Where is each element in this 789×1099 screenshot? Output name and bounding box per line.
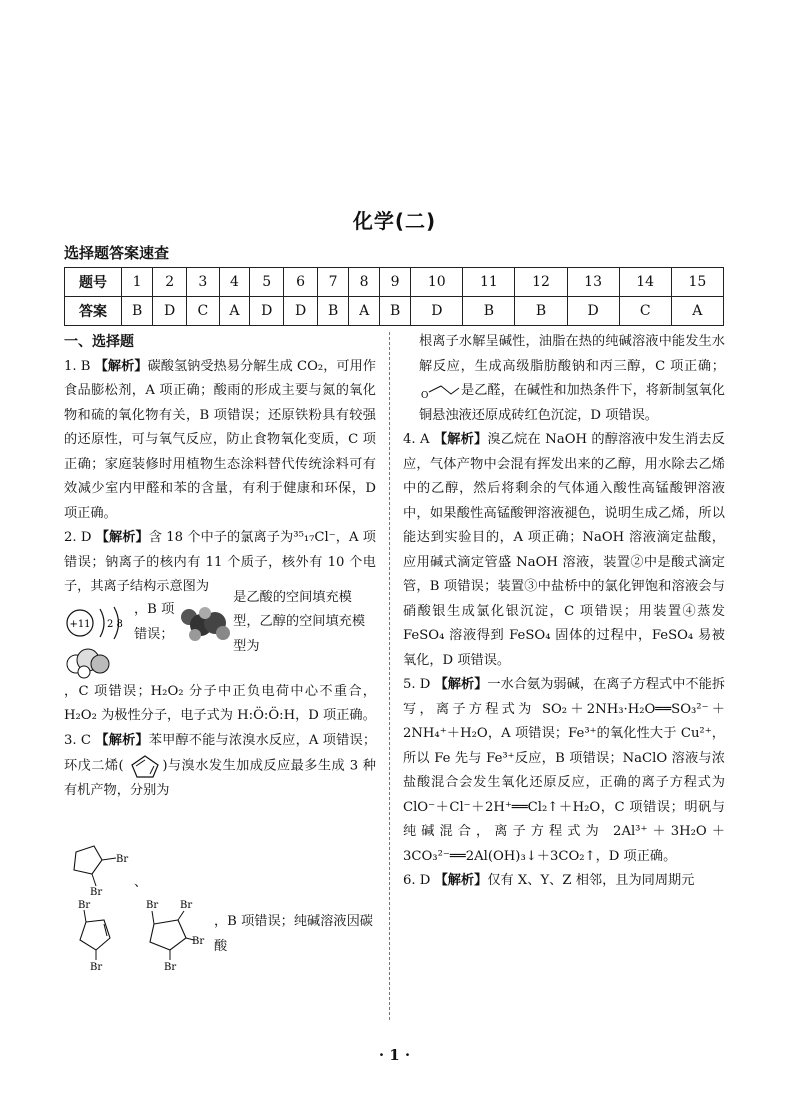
answer-cell: D (153, 297, 187, 326)
answer-cell: C (619, 297, 671, 326)
row-label-answer: 答案 (65, 297, 122, 326)
answer-cell: B (317, 297, 348, 326)
question-number: 12 (515, 268, 567, 297)
explanation-text: 碳酸氢钠受热易分解生成 CO₂，可用作食品膨松剂，A 项正确；酸雨的形成主要与氮的氧化物和硫的氧化物有关，B 项错误；还原铁粉具有较强的还原性，可与氧气反应，防止食物氧化变质，C 项正确；家庭装修时用植物生态涂料替代传统涂料可有效减少室内甲醛和苯的含量，有利于健康和环保，D 项正确。 (64, 358, 376, 521)
explanation-text: 仅有 X、Y、Z 相邻，且为同周期元 (487, 873, 695, 888)
question-number: 6 (284, 268, 318, 297)
question-number-label: 3. C (64, 732, 92, 748)
answer-cell: D (411, 297, 463, 326)
question-number: 9 (380, 268, 411, 297)
question-number-label: 4. A (403, 432, 430, 447)
question-3-explanation-cont (403, 330, 725, 428)
bromine-label: Br (180, 899, 193, 911)
explanation-text: 溴乙烷在 NaOH 的醇溶液中发生消去反应，气体产物中会混有挥发出来的乙醇，用水除去乙烯中的乙醇，然后将剩余的气体通入酸性高锰酸钾溶液中，如果酸性高锰酸钾溶液褪色，说明生成乙烯，所以能达到实验目的，A 项正确；NaOH 溶液滴定盐酸，应用碱式滴定管盛 NaOH 溶液，装置②中是酸式滴定管，B 项错误；装置③中盐桥中的氯化钾饱和溶液会与硝酸银生成氯化银沉淀，C 项错误；用装置④蒸发 FeSO₄ 溶液得到 FeSO₄ 固体的过程中，FeSO₄ 易被氧化，D 项错误。 (403, 432, 725, 668)
question-number: 15 (671, 268, 723, 297)
question-number-label: 1. B (64, 358, 91, 374)
answer-table-number-row (65, 268, 724, 297)
explanation-text: 一水合氨为弱碱，在离子方程式中不能拆写，离子方程式为 SO₂＋2NH₃·H₂O══SO₃²⁻＋2NH₄⁺＋H₂O，A 项错误；Fe³⁺的氧化性大于 Cu²⁺，所以 Fe 先与 Fe³⁺反应，B 项错误；NaClO 溶液与浓盐酸混合会发生氧化还原反应，正确的离子方程式为 ClO⁻＋Cl⁻＋2H⁺══Cl₂↑＋H₂O，C 项错误；明矾与纯碱混合，离子方程式为 2Al³⁺＋3H₂O＋3CO₃²⁻══2Al(OH)₃↓＋3CO₂↑，D 项正确。 (403, 677, 726, 864)
acetaldehyde-structure (419, 382, 461, 400)
answer-cell: B (122, 297, 153, 326)
answer-cell: A (671, 297, 723, 326)
row-label-number: 题号 (65, 268, 122, 297)
question-number: 1 (122, 268, 153, 297)
column-divider (389, 332, 390, 1020)
section-heading: 一、选择题 (64, 334, 134, 350)
explanation-text: ，B 项错误； (134, 602, 175, 642)
explanation-text: 、 (134, 875, 148, 890)
nucleus-label: +11 (69, 618, 91, 630)
question-3-explanation (64, 729, 376, 804)
question-number: 2 (153, 268, 187, 297)
answer-section-heading: 选择题答案速查 (64, 244, 170, 262)
question-5-explanation (403, 673, 725, 869)
explanation-text: 含 18 个中子的氯离子为³⁵₁₇Cl⁻，A 项错误；钠离子的核内有 11 个质子，核外有 10 个电子，其离子结构示意图为 (64, 530, 376, 594)
question-number: 5 (250, 268, 284, 297)
bromine-label: Br (90, 886, 103, 898)
ethanol-space-filling-model (64, 646, 112, 680)
question-3-figure-row-2 (64, 896, 376, 974)
question-number: 13 (567, 268, 619, 297)
question-number: 4 (219, 268, 250, 297)
sodium-ion-structure-diagram (64, 603, 134, 643)
explanation-text: 苯甲醇不能与浓溴水反应，A 项错误；环戊二烯( (64, 732, 377, 774)
bromine-label: Br (116, 853, 129, 865)
analysis-tag: 【解析】 (94, 358, 148, 374)
question-number: 10 (411, 268, 463, 297)
question-1-explanation (64, 355, 376, 527)
answer-cell: A (349, 297, 380, 326)
oxygen-label: O (421, 390, 429, 401)
question-2-figure-row (64, 589, 376, 654)
explanation-text: ，B 项错误；纯碱溶液因碳酸 (214, 914, 373, 954)
explanation-text: )与溴水发生加成反应最多生成 3 种有机产物，分别为 (64, 758, 376, 798)
dibromocyclopentene-isomer-structure (64, 898, 134, 972)
right-column (403, 330, 725, 894)
question-number-label: 6. D (403, 873, 431, 888)
explanation-text: 是乙酸的空间填充模型，乙醇的空间填充模型为 (233, 589, 366, 654)
question-number: 8 (349, 268, 380, 297)
analysis-tag: 【解析】 (95, 530, 149, 545)
answer-cell: B (463, 297, 515, 326)
explanation-text: 是乙醛，在碱性和加热条件下，将新制氢氧化铜悬浊液还原成砖红色沉淀，D 项错误。 (419, 383, 725, 423)
cyclopentadiene-structure (128, 753, 162, 779)
answer-table-answer-row (65, 297, 724, 326)
page-title: 化学(二) (352, 209, 437, 233)
analysis-tag: 【解析】 (433, 432, 488, 447)
answer-cell: B (515, 297, 567, 326)
explanation-text: 根离子水解呈碱性，油脂在热的纯碱溶液中能发生水解反应，生成高级脂肪酸钠和丙三醇，C 项正确； (419, 334, 725, 374)
answer-cell: D (250, 297, 284, 326)
bromine-label: Br (146, 899, 159, 911)
left-column (64, 330, 376, 974)
question-number-label: 5. D (403, 677, 431, 692)
question-number-label: 2. D (64, 530, 92, 545)
question-number: 7 (317, 268, 348, 297)
tetrabromocyclopentane-structure (134, 898, 214, 972)
analysis-tag: 【解析】 (434, 873, 488, 888)
question-6-explanation (403, 869, 725, 894)
answer-cell: B (380, 297, 411, 326)
explanation-text: ，C 项错误；H₂O₂ 分子中正负电荷中心不重合，H₂O₂ 为极性分子，电子式为 H:Ö:Ö:H，D 项正确。 (64, 683, 376, 723)
acetic-acid-space-filling-model (175, 603, 233, 643)
answer-cell: C (187, 297, 219, 326)
bromine-label: Br (78, 899, 91, 911)
question-4-explanation (403, 428, 725, 673)
analysis-tag: 【解析】 (434, 677, 488, 692)
question-2-explanation-cont (64, 680, 376, 729)
answer-cell: D (567, 297, 619, 326)
bromine-label: Br (192, 935, 205, 947)
dibromocyclopentene-structure (64, 838, 134, 896)
shell-electrons-label: 2 8 (107, 618, 123, 630)
bromine-label: Br (164, 961, 177, 973)
answer-table (64, 267, 724, 326)
analysis-tag: 【解析】 (95, 732, 149, 748)
answer-cell: A (219, 297, 250, 326)
question-3-figure-row (64, 804, 376, 896)
answer-cell: D (284, 297, 318, 326)
question-number: 11 (463, 268, 515, 297)
question-number: 14 (619, 268, 671, 297)
page-number: · 1 · (378, 1046, 411, 1064)
bromine-label: Br (90, 961, 103, 973)
question-number: 3 (187, 268, 219, 297)
